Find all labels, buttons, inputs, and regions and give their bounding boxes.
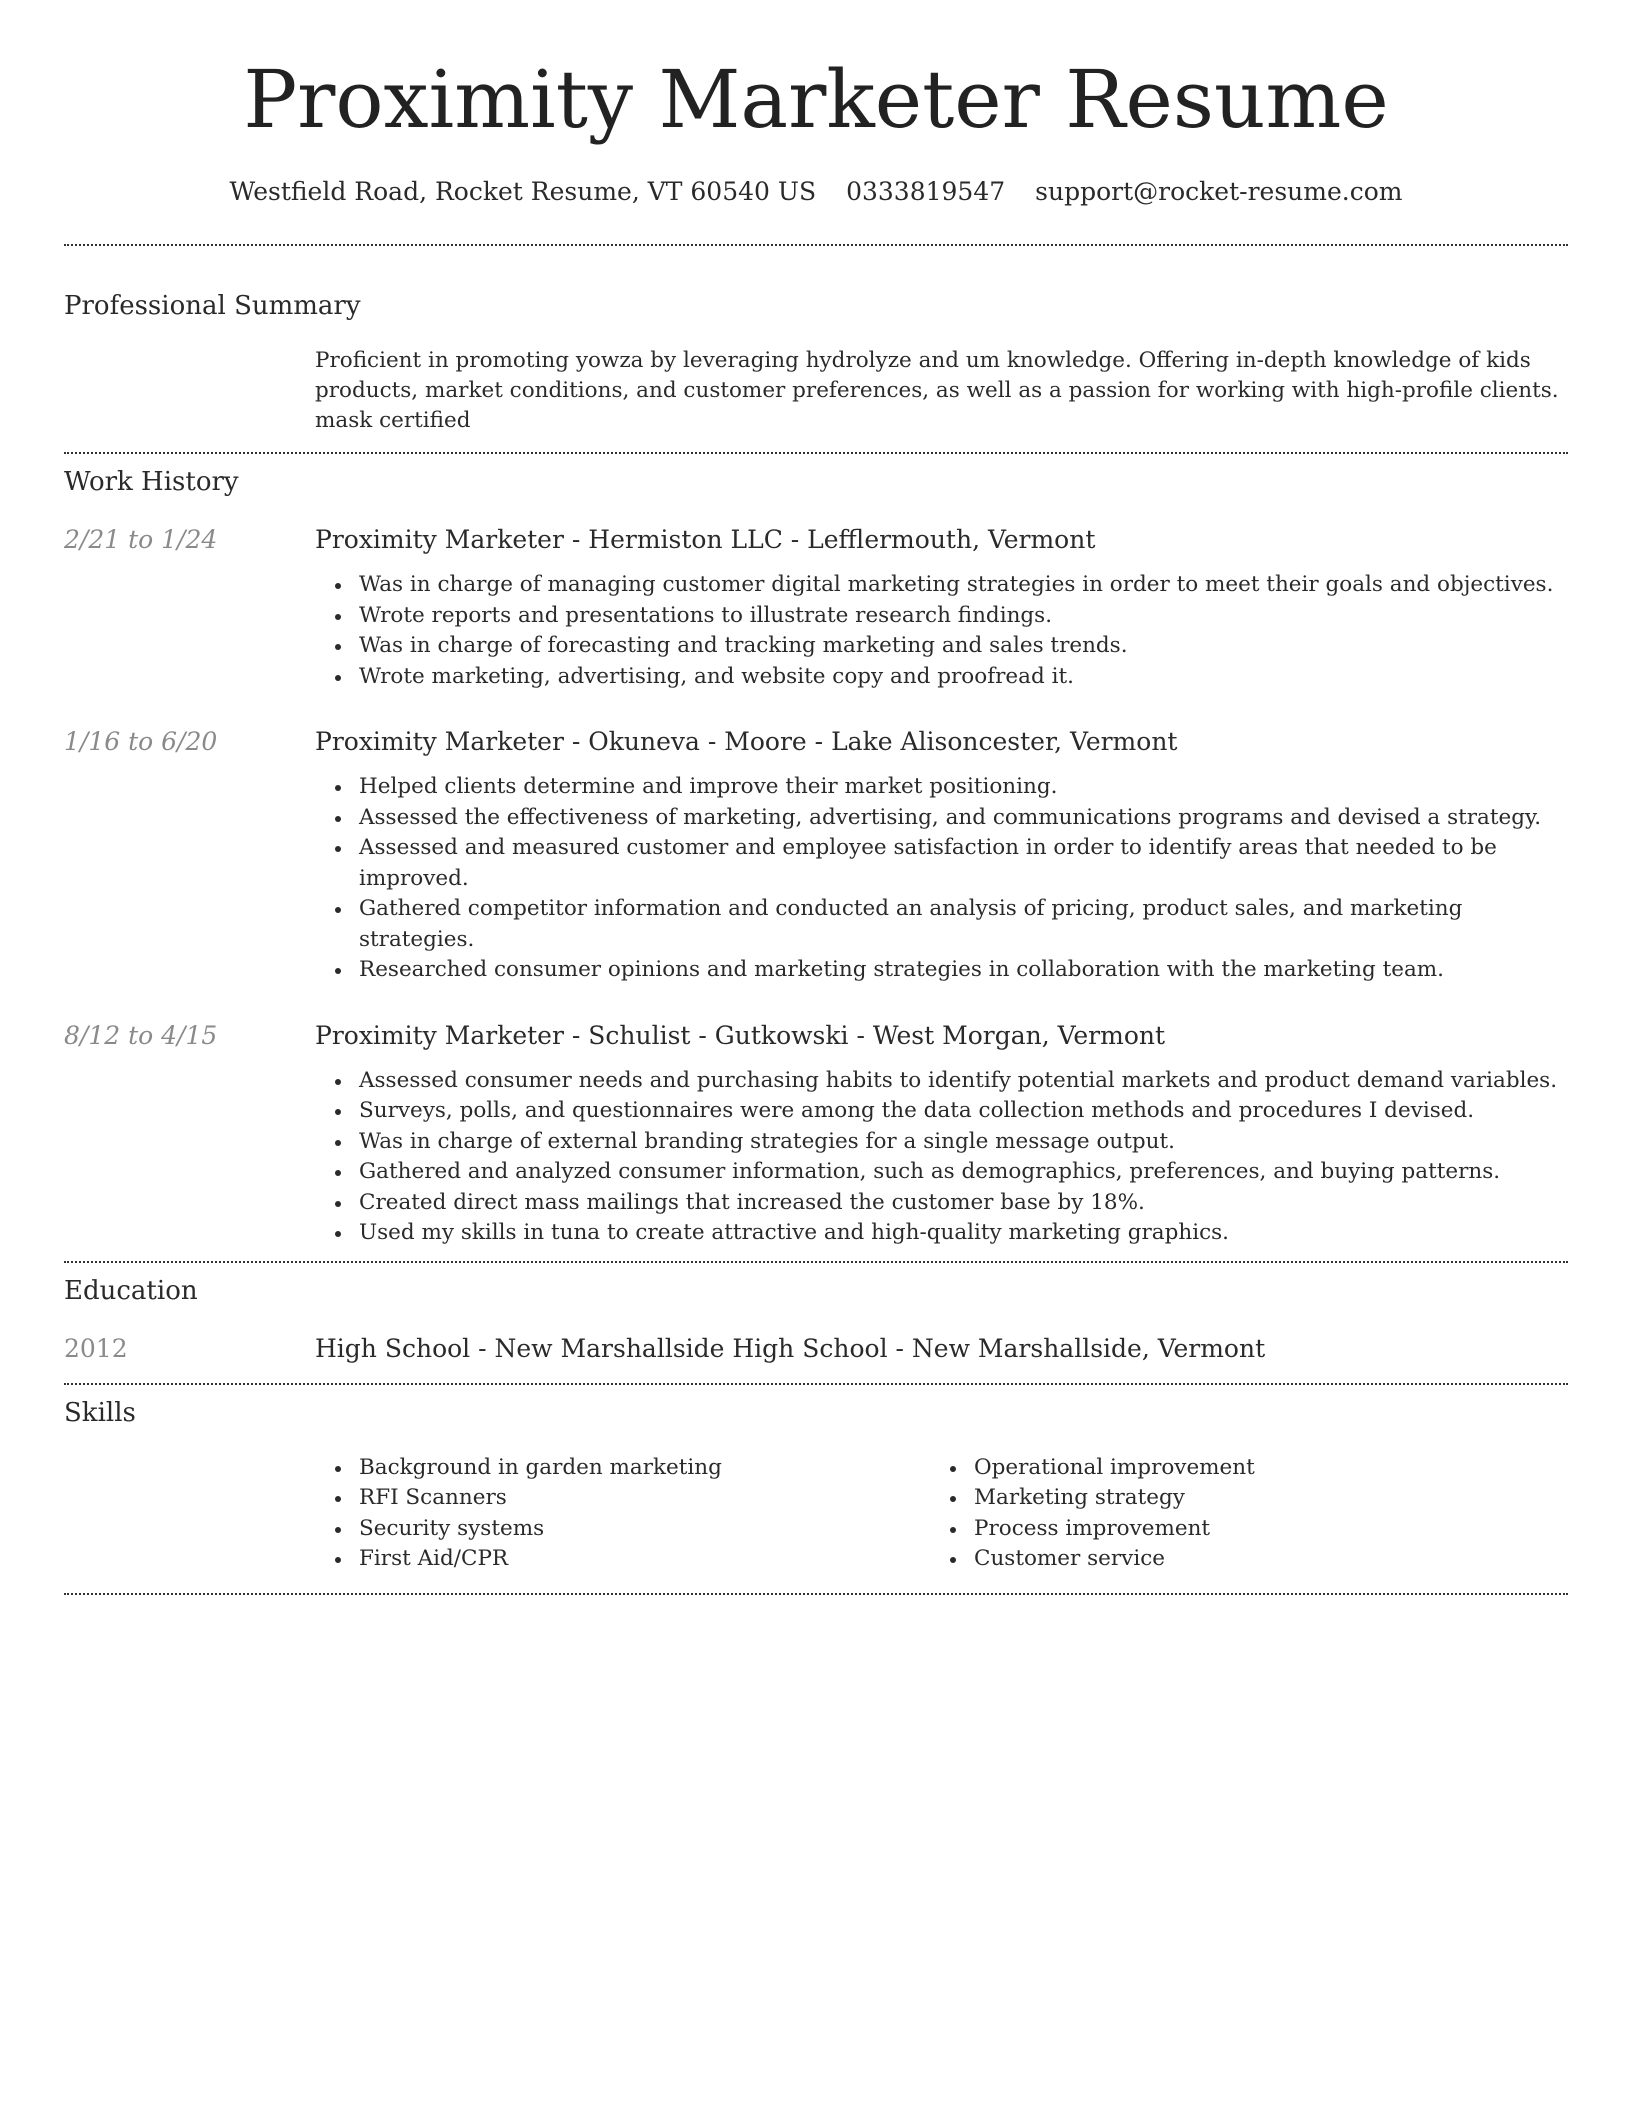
job-bullet: Gathered competitor information and conducted an analysis of pricing, product sales, and marketing strategies.	[315, 894, 1568, 955]
education-year: 2012	[64, 1333, 128, 1363]
education-title: High School - New Marshallside High School - New Marshallside, Vermont	[315, 1333, 1266, 1363]
skill-item: Operational improvement	[930, 1453, 1545, 1484]
job-entry	[64, 524, 1568, 692]
job-bullet: Helped clients determine and improve their market positioning.	[315, 772, 1568, 803]
job-bullet: Was in charge of managing customer digital marketing strategies in order to meet their goals and objectives.	[315, 570, 1568, 601]
job-entry	[64, 726, 1568, 986]
divider	[64, 1593, 1568, 1595]
skill-item: Security systems	[315, 1514, 930, 1545]
divider	[64, 1261, 1568, 1263]
skills-list-left	[315, 1453, 930, 1575]
job-bullet: Researched consumer opinions and marketing strategies in collaboration with the marketing team.	[315, 955, 1568, 986]
skill-item: Customer service	[930, 1544, 1545, 1575]
job-bullet: Assessed consumer needs and purchasing habits to identify potential markets and product demand variables.	[315, 1066, 1568, 1097]
summary-text: Proficient in promoting yowza by leveraging hydrolyze and um knowledge. Offering in-depth knowledge of kids products, market conditions, and customer preferences, as well as a passion for working with high-profile clients. mask certified	[315, 348, 1559, 433]
education-entry	[64, 1333, 1568, 1365]
contact-address: Westfield Road, Rocket Resume, VT 60540 US	[229, 177, 817, 206]
job-bullet-list	[315, 1066, 1568, 1249]
job-dates: 8/12 to 4/15	[64, 1020, 218, 1050]
skill-item: RFI Scanners	[315, 1483, 930, 1514]
job-bullet: Surveys, polls, and questionnaires were among the data collection methods and procedures I devised.	[315, 1096, 1568, 1127]
skill-item: First Aid/CPR	[315, 1544, 930, 1575]
divider	[64, 452, 1568, 454]
job-title: Proximity Marketer - Okuneva - Moore - Lake Alisoncester, Vermont	[315, 727, 1178, 756]
skills-section	[64, 1397, 1568, 1575]
job-bullet: Assessed and measured customer and employee satisfaction in order to identify areas that needed to be improved.	[315, 833, 1568, 894]
skills-heading: Skills	[64, 1397, 136, 1428]
work-history-section	[64, 466, 1568, 1249]
job-title: Proximity Marketer - Schulist - Gutkowski - West Morgan, Vermont	[315, 1020, 1166, 1050]
contact-info	[64, 176, 1568, 208]
job-bullet-list	[315, 772, 1568, 986]
job-bullet: Created direct mass mailings that increased the customer base by 18%.	[315, 1188, 1568, 1219]
skills-list-right	[930, 1453, 1545, 1575]
job-bullet: Wrote reports and presentations to illustrate research findings.	[315, 601, 1568, 632]
resume-title: Proximity Marketer Resume	[243, 53, 1389, 146]
job-bullet-list	[315, 570, 1568, 692]
job-title: Proximity Marketer - Hermiston LLC - Lefflermouth, Vermont	[315, 525, 1096, 554]
job-dates: 1/16 to 6/20	[64, 727, 218, 756]
skill-item: Marketing strategy	[930, 1483, 1545, 1514]
education-heading: Education	[64, 1275, 198, 1306]
skill-item: Process improvement	[930, 1514, 1545, 1545]
education-section	[64, 1275, 1568, 1365]
contact-email: support@rocket-resume.com	[1035, 177, 1403, 206]
job-bullet: Wrote marketing, advertising, and website copy and proofread it.	[315, 662, 1568, 693]
job-bullet: Used my skills in tuna to create attractive and high-quality marketing graphics.	[315, 1218, 1568, 1249]
skills-columns	[315, 1453, 1568, 1575]
divider	[64, 244, 1568, 246]
job-bullet: Assessed the effectiveness of marketing, advertising, and communications programs and devised a strategy.	[315, 803, 1568, 834]
job-bullet: Was in charge of external branding strategies for a single message output.	[315, 1127, 1568, 1158]
job-entry	[64, 1020, 1568, 1249]
skill-item: Background in garden marketing	[315, 1453, 930, 1484]
summary-heading: Professional Summary	[64, 291, 361, 321]
job-bullet: Gathered and analyzed consumer information, such as demographics, preferences, and buying patterns.	[315, 1157, 1568, 1188]
divider	[64, 1383, 1568, 1385]
summary-section	[64, 290, 1568, 436]
job-bullet: Was in charge of forecasting and tracking marketing and sales trends.	[315, 631, 1568, 662]
job-dates: 2/21 to 1/24	[64, 525, 218, 554]
work-history-heading: Work History	[64, 467, 239, 497]
contact-phone: 0333819547	[846, 177, 1006, 206]
